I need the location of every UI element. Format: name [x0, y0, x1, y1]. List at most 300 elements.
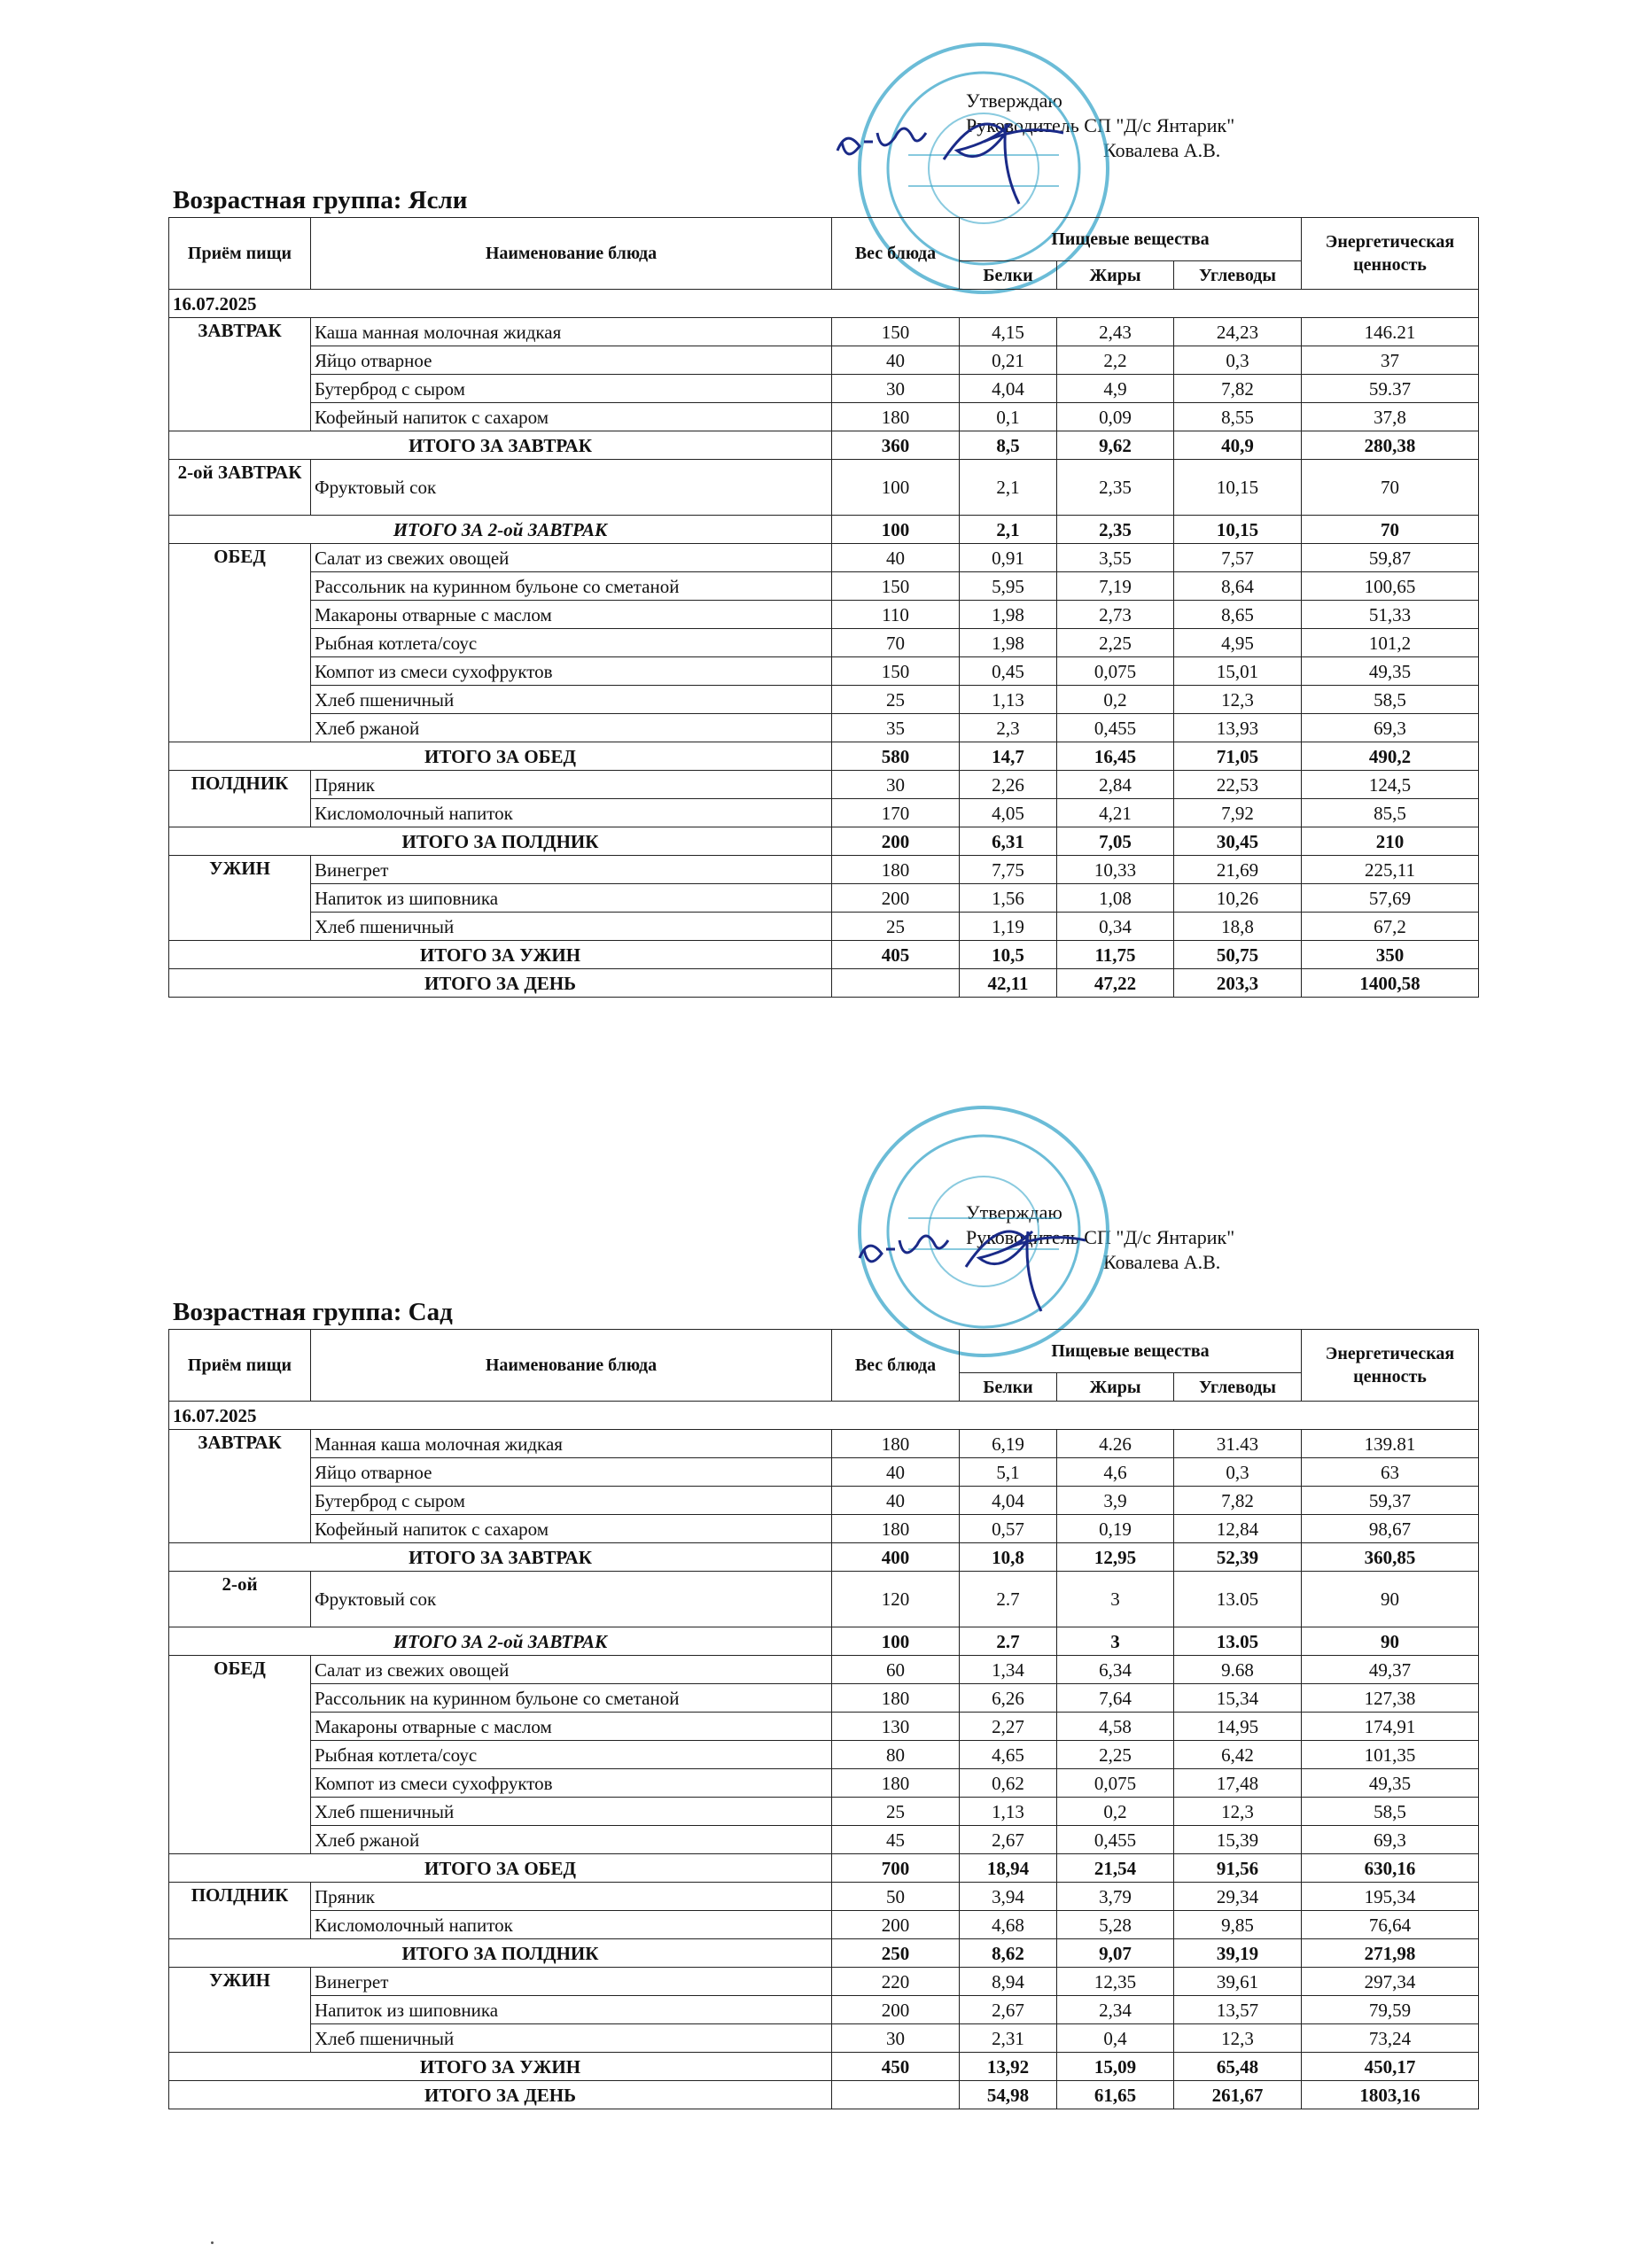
fat-value: 0,09 — [1057, 403, 1174, 431]
dish-name: Компот из смеси сухофруктов — [311, 1769, 832, 1798]
protein-value: 0,45 — [960, 657, 1057, 686]
dish-name: Хлеб пшеничный — [311, 686, 832, 714]
total-carbs: 50,75 — [1174, 941, 1302, 969]
carbs-value: 18,8 — [1174, 913, 1302, 941]
day-total-row — [169, 969, 1479, 998]
menu-table-1 — [168, 217, 1479, 998]
protein-value: 4,65 — [960, 1741, 1057, 1769]
header-carbs: Углеводы — [1174, 261, 1302, 290]
dish-weight: 220 — [832, 1968, 960, 1996]
table-row — [169, 1515, 1479, 1543]
dish-name: Кисломолочный напиток — [311, 799, 832, 827]
dish-name: Яйцо отварное — [311, 1458, 832, 1487]
dish-weight: 180 — [832, 1515, 960, 1543]
energy-value: 37 — [1302, 346, 1479, 375]
protein-value: 0,1 — [960, 403, 1057, 431]
meal-total-row — [169, 516, 1479, 544]
carbs-value: 7,57 — [1174, 544, 1302, 572]
table-row — [169, 403, 1479, 431]
protein-value: 5,95 — [960, 572, 1057, 601]
fat-value: 0,075 — [1057, 657, 1174, 686]
table-row — [169, 714, 1479, 742]
header-protein: Белки — [960, 261, 1057, 290]
dish-weight: 50 — [832, 1883, 960, 1911]
dish-weight: 200 — [832, 1996, 960, 2024]
total-weight: 700 — [832, 1854, 960, 1883]
dish-weight: 60 — [832, 1656, 960, 1684]
total-protein: 14,7 — [960, 742, 1057, 771]
energy-value: 101,2 — [1302, 629, 1479, 657]
dish-name: Хлеб пшеничный — [311, 913, 832, 941]
total-fat: 15,09 — [1057, 2053, 1174, 2081]
dish-name: Хлеб пшеничный — [311, 2024, 832, 2053]
carbs-value: 12,3 — [1174, 2024, 1302, 2053]
total-weight: 100 — [832, 516, 960, 544]
fat-value: 0,2 — [1057, 1798, 1174, 1826]
energy-value: 76,64 — [1302, 1911, 1479, 1939]
carbs-value: 8,55 — [1174, 403, 1302, 431]
protein-value: 8,94 — [960, 1968, 1057, 1996]
total-carbs: 52,39 — [1174, 1543, 1302, 1572]
day-total-weight — [832, 969, 960, 998]
header-weight: Вес блюда — [832, 218, 960, 290]
total-carbs: 30,45 — [1174, 827, 1302, 856]
energy-value: 59,87 — [1302, 544, 1479, 572]
table-row — [169, 1769, 1479, 1798]
energy-value: 49,35 — [1302, 657, 1479, 686]
table-row — [169, 1968, 1479, 1996]
carbs-value: 17,48 — [1174, 1769, 1302, 1798]
carbs-value: 8,64 — [1174, 572, 1302, 601]
energy-value: 67,2 — [1302, 913, 1479, 941]
day-total-protein: 54,98 — [960, 2081, 1057, 2109]
fat-value: 2,34 — [1057, 1996, 1174, 2024]
dish-name: Хлеб ржаной — [311, 1826, 832, 1854]
protein-value: 4,15 — [960, 318, 1057, 346]
dish-weight: 40 — [832, 1458, 960, 1487]
dish-name: Яйцо отварное — [311, 346, 832, 375]
approval-line-1: Утверждаю — [966, 1201, 1062, 1223]
dish-name: Бутерброд с сыром — [311, 1487, 832, 1515]
fat-value: 0,075 — [1057, 1769, 1174, 1798]
table-row — [169, 572, 1479, 601]
carbs-value: 13,93 — [1174, 714, 1302, 742]
dish-name: Кофейный напиток с сахаром — [311, 403, 832, 431]
fat-value: 4,58 — [1057, 1713, 1174, 1741]
total-protein: 2,1 — [960, 516, 1057, 544]
fat-value: 3,9 — [1057, 1487, 1174, 1515]
signature-icon — [829, 106, 1094, 213]
total-carbs: 71,05 — [1174, 742, 1302, 771]
protein-value: 7,75 — [960, 856, 1057, 884]
header-weight: Вес блюда — [832, 1330, 960, 1402]
total-weight: 405 — [832, 941, 960, 969]
table-row — [169, 346, 1479, 375]
meal-name: 2-ой ЗАВТРАК — [169, 460, 311, 516]
protein-value: 1,19 — [960, 913, 1057, 941]
dish-name: Бутерброд с сыром — [311, 375, 832, 403]
total-fat: 21,54 — [1057, 1854, 1174, 1883]
energy-value: 63 — [1302, 1458, 1479, 1487]
meal-name: ПОЛДНИК — [169, 1883, 311, 1939]
total-label: ИТОГО ЗА УЖИН — [169, 941, 832, 969]
table-row — [169, 1458, 1479, 1487]
dish-name: Компот из смеси сухофруктов — [311, 657, 832, 686]
dish-name: Салат из свежих овощей — [311, 1656, 832, 1684]
protein-value: 4,05 — [960, 799, 1057, 827]
day-total-energy: 1803,16 — [1302, 2081, 1479, 2109]
energy-value: 90 — [1302, 1572, 1479, 1627]
meal-name: УЖИН — [169, 856, 311, 941]
carbs-value: 13.05 — [1174, 1572, 1302, 1627]
meal-total-row — [169, 742, 1479, 771]
energy-value: 58,5 — [1302, 1798, 1479, 1826]
total-energy: 271,98 — [1302, 1939, 1479, 1968]
total-protein: 2.7 — [960, 1627, 1057, 1656]
meal-name: ЗАВТРАК — [169, 1430, 311, 1543]
dish-weight: 180 — [832, 1684, 960, 1713]
protein-value: 5,1 — [960, 1458, 1057, 1487]
dish-weight: 100 — [832, 460, 960, 516]
protein-value: 2.7 — [960, 1572, 1057, 1627]
day-total-carbs: 261,67 — [1174, 2081, 1302, 2109]
dish-name: Напиток из шиповника — [311, 1996, 832, 2024]
header-row — [169, 1330, 1479, 1373]
dish-name: Манная каша молочная жидкая — [311, 1430, 832, 1458]
protein-value: 1,56 — [960, 884, 1057, 913]
fat-value: 12,35 — [1057, 1968, 1174, 1996]
protein-value: 2,67 — [960, 1996, 1057, 2024]
fat-value: 2,35 — [1057, 460, 1174, 516]
energy-value: 58,5 — [1302, 686, 1479, 714]
protein-value: 2,67 — [960, 1826, 1057, 1854]
energy-value: 73,24 — [1302, 2024, 1479, 2053]
energy-value: 70 — [1302, 460, 1479, 516]
dish-weight: 180 — [832, 403, 960, 431]
approval-line-2: Руководитель СП "Д/с Янтарик" — [966, 1226, 1235, 1248]
dish-name: Рассольник на куринном бульоне со сметаной — [311, 572, 832, 601]
table-row — [169, 318, 1479, 346]
dish-weight: 120 — [832, 1572, 960, 1627]
fat-value: 10,33 — [1057, 856, 1174, 884]
header-fat: Жиры — [1057, 261, 1174, 290]
dish-weight: 180 — [832, 856, 960, 884]
energy-value: 225,11 — [1302, 856, 1479, 884]
total-weight: 400 — [832, 1543, 960, 1572]
header-dish: Наименование блюда — [311, 1330, 832, 1402]
meal-name: ОБЕД — [169, 544, 311, 742]
total-label: ИТОГО ЗА 2-ой ЗАВТРАК — [169, 1627, 832, 1656]
total-weight: 360 — [832, 431, 960, 460]
day-total-carbs: 203,3 — [1174, 969, 1302, 998]
fat-value: 2,43 — [1057, 318, 1174, 346]
dish-name: Рыбная котлета/соус — [311, 629, 832, 657]
meal-total-row — [169, 1939, 1479, 1968]
carbs-value: 13,57 — [1174, 1996, 1302, 2024]
carbs-value: 0,3 — [1174, 346, 1302, 375]
approval-line-1: Утверждаю — [966, 89, 1062, 112]
header-fat: Жиры — [1057, 1373, 1174, 1402]
dish-name: Макароны отварные с маслом — [311, 1713, 832, 1741]
meal-total-row — [169, 1854, 1479, 1883]
table-row — [169, 544, 1479, 572]
approval-line-2: Руководитель СП "Д/с Янтарик" — [966, 114, 1235, 136]
carbs-value: 9.68 — [1174, 1656, 1302, 1684]
menu-table-2 — [168, 1329, 1479, 2109]
energy-value: 195,34 — [1302, 1883, 1479, 1911]
table-row — [169, 799, 1479, 827]
fat-value: 2,2 — [1057, 346, 1174, 375]
total-label: ИТОГО ЗА ЗАВТРАК — [169, 1543, 832, 1572]
protein-value: 1,13 — [960, 1798, 1057, 1826]
day-total-fat: 47,22 — [1057, 969, 1174, 998]
fat-value: 3,79 — [1057, 1883, 1174, 1911]
total-fat: 7,05 — [1057, 827, 1174, 856]
fat-value: 0,2 — [1057, 686, 1174, 714]
table-row — [169, 771, 1479, 799]
fat-value: 6,34 — [1057, 1656, 1174, 1684]
table-row — [169, 1572, 1479, 1627]
total-carbs: 10,15 — [1174, 516, 1302, 544]
carbs-value: 15,34 — [1174, 1684, 1302, 1713]
total-protein: 6,31 — [960, 827, 1057, 856]
total-carbs: 13.05 — [1174, 1627, 1302, 1656]
dish-weight: 110 — [832, 601, 960, 629]
day-total-weight — [832, 2081, 960, 2109]
total-energy: 630,16 — [1302, 1854, 1479, 1883]
table-row — [169, 884, 1479, 913]
table-row — [169, 1826, 1479, 1854]
table-row — [169, 2024, 1479, 2053]
total-weight: 450 — [832, 2053, 960, 2081]
dish-name: Рассольник на куринном бульоне со сметаной — [311, 1684, 832, 1713]
table-row — [169, 657, 1479, 686]
carbs-value: 7,82 — [1174, 375, 1302, 403]
day-total-label: ИТОГО ЗА ДЕНЬ — [169, 2081, 832, 2109]
meal-total-row — [169, 431, 1479, 460]
meal-name: ОБЕД — [169, 1656, 311, 1854]
table-row — [169, 460, 1479, 516]
dish-weight: 150 — [832, 572, 960, 601]
dish-weight: 45 — [832, 1826, 960, 1854]
header-dish: Наименование блюда — [311, 218, 832, 290]
protein-value: 2,26 — [960, 771, 1057, 799]
header-nutrients: Пищевые вещества — [960, 218, 1302, 261]
table-row — [169, 1713, 1479, 1741]
table-row — [169, 1487, 1479, 1515]
energy-value: 57,69 — [1302, 884, 1479, 913]
carbs-value: 14,95 — [1174, 1713, 1302, 1741]
fat-value: 0,4 — [1057, 2024, 1174, 2053]
energy-value: 51,33 — [1302, 601, 1479, 629]
total-label: ИТОГО ЗА ПОЛДНИК — [169, 1939, 832, 1968]
energy-value: 69,3 — [1302, 1826, 1479, 1854]
header-energy: Энергетическая ценность — [1302, 218, 1479, 290]
fat-value: 2,25 — [1057, 1741, 1174, 1769]
total-weight: 250 — [832, 1939, 960, 1968]
table-row — [169, 856, 1479, 884]
energy-value: 85,5 — [1302, 799, 1479, 827]
total-energy: 210 — [1302, 827, 1479, 856]
energy-value: 100,65 — [1302, 572, 1479, 601]
total-weight: 200 — [832, 827, 960, 856]
total-protein: 8,62 — [960, 1939, 1057, 1968]
dish-weight: 130 — [832, 1713, 960, 1741]
total-protein: 10,8 — [960, 1543, 1057, 1572]
dish-weight: 30 — [832, 375, 960, 403]
group-title-2: Возрастная группа: Сад — [173, 1298, 453, 1326]
day-total-row — [169, 2081, 1479, 2109]
total-carbs: 39,19 — [1174, 1939, 1302, 1968]
meal-name: УЖИН — [169, 1968, 311, 2053]
energy-value: 297,34 — [1302, 1968, 1479, 1996]
total-energy: 450,17 — [1302, 2053, 1479, 2081]
dish-weight: 40 — [832, 346, 960, 375]
total-label: ИТОГО ЗА ОБЕД — [169, 742, 832, 771]
energy-value: 69,3 — [1302, 714, 1479, 742]
day-total-label: ИТОГО ЗА ДЕНЬ — [169, 969, 832, 998]
dish-name: Кисломолочный напиток — [311, 1911, 832, 1939]
dish-name: Винегрет — [311, 1968, 832, 1996]
total-fat: 11,75 — [1057, 941, 1174, 969]
table-row — [169, 375, 1479, 403]
energy-value: 174,91 — [1302, 1713, 1479, 1741]
energy-value: 139.81 — [1302, 1430, 1479, 1458]
table-row — [169, 1911, 1479, 1939]
carbs-value: 15,01 — [1174, 657, 1302, 686]
fat-value: 2,73 — [1057, 601, 1174, 629]
dish-name: Хлеб пшеничный — [311, 1798, 832, 1826]
day-total-fat: 61,65 — [1057, 2081, 1174, 2109]
dish-name: Кофейный напиток с сахаром — [311, 1515, 832, 1543]
protein-value: 4,04 — [960, 375, 1057, 403]
protein-value: 1,13 — [960, 686, 1057, 714]
fat-value: 4.26 — [1057, 1430, 1174, 1458]
protein-value: 0,91 — [960, 544, 1057, 572]
energy-value: 37,8 — [1302, 403, 1479, 431]
dish-name: Фруктовый сок — [311, 460, 832, 516]
day-total-protein: 42,11 — [960, 969, 1057, 998]
total-fat: 2,35 — [1057, 516, 1174, 544]
protein-value: 2,1 — [960, 460, 1057, 516]
dish-weight: 40 — [832, 1487, 960, 1515]
carbs-value: 8,65 — [1174, 601, 1302, 629]
total-protein: 8,5 — [960, 431, 1057, 460]
protein-value: 0,62 — [960, 1769, 1057, 1798]
dish-weight: 30 — [832, 771, 960, 799]
header-meal: Приём пищи — [169, 218, 311, 290]
table-row — [169, 686, 1479, 714]
energy-value: 79,59 — [1302, 1996, 1479, 2024]
fat-value: 4,21 — [1057, 799, 1174, 827]
carbs-value: 24,23 — [1174, 318, 1302, 346]
energy-value: 101,35 — [1302, 1741, 1479, 1769]
meal-name: ЗАВТРАК — [169, 318, 311, 431]
total-energy: 280,38 — [1302, 431, 1479, 460]
table-row — [169, 1656, 1479, 1684]
table-row — [169, 1430, 1479, 1458]
header-nutrients: Пищевые вещества — [960, 1330, 1302, 1373]
energy-value: 98,67 — [1302, 1515, 1479, 1543]
dish-weight: 80 — [832, 1741, 960, 1769]
total-carbs: 91,56 — [1174, 1854, 1302, 1883]
carbs-value: 4,95 — [1174, 629, 1302, 657]
fat-value: 0,19 — [1057, 1515, 1174, 1543]
protein-value: 1,34 — [960, 1656, 1057, 1684]
total-protein: 10,5 — [960, 941, 1057, 969]
total-energy: 360,85 — [1302, 1543, 1479, 1572]
total-energy: 70 — [1302, 516, 1479, 544]
menu-date: 16.07.2025 — [169, 290, 1479, 318]
meal-name: 2-ой — [169, 1572, 311, 1627]
total-energy: 90 — [1302, 1627, 1479, 1656]
header-protein: Белки — [960, 1373, 1057, 1402]
dish-name: Каша манная молочная жидкая — [311, 318, 832, 346]
fat-value: 2,84 — [1057, 771, 1174, 799]
dish-weight: 25 — [832, 1798, 960, 1826]
fat-value: 0,34 — [1057, 913, 1174, 941]
carbs-value: 7,82 — [1174, 1487, 1302, 1515]
total-weight: 100 — [832, 1627, 960, 1656]
protein-value: 4,68 — [960, 1911, 1057, 1939]
total-label: ИТОГО ЗА ЗАВТРАК — [169, 431, 832, 460]
carbs-value: 39,61 — [1174, 1968, 1302, 1996]
header-carbs: Углеводы — [1174, 1373, 1302, 1402]
dish-name: Винегрет — [311, 856, 832, 884]
meal-total-row — [169, 2053, 1479, 2081]
carbs-value: 6,42 — [1174, 1741, 1302, 1769]
total-carbs: 65,48 — [1174, 2053, 1302, 2081]
total-fat: 12,95 — [1057, 1543, 1174, 1572]
table-row — [169, 1883, 1479, 1911]
protein-value: 0,57 — [960, 1515, 1057, 1543]
total-protein: 18,94 — [960, 1854, 1057, 1883]
dish-weight: 35 — [832, 714, 960, 742]
table-row — [169, 1741, 1479, 1769]
header-energy: Энергетическая ценность — [1302, 1330, 1479, 1402]
carbs-value: 9,85 — [1174, 1911, 1302, 1939]
dish-weight: 180 — [832, 1769, 960, 1798]
dish-weight: 150 — [832, 318, 960, 346]
meal-total-row — [169, 1543, 1479, 1572]
table-row — [169, 601, 1479, 629]
table-row — [169, 1798, 1479, 1826]
dish-weight: 200 — [832, 1911, 960, 1939]
dish-name: Пряник — [311, 1883, 832, 1911]
carbs-value: 22,53 — [1174, 771, 1302, 799]
total-label: ИТОГО ЗА 2-ой ЗАВТРАК — [169, 516, 832, 544]
dish-weight: 25 — [832, 913, 960, 941]
dish-weight: 70 — [832, 629, 960, 657]
protein-value: 3,94 — [960, 1883, 1057, 1911]
date-row — [169, 290, 1479, 318]
carbs-value: 10,26 — [1174, 884, 1302, 913]
fat-value: 5,28 — [1057, 1911, 1174, 1939]
dish-name: Пряник — [311, 771, 832, 799]
protein-value: 1,98 — [960, 629, 1057, 657]
meal-total-row — [169, 941, 1479, 969]
approval-line-3: Ковалева А.В. — [1103, 139, 1221, 161]
fat-value: 2,25 — [1057, 629, 1174, 657]
dish-weight: 25 — [832, 686, 960, 714]
total-label: ИТОГО ЗА УЖИН — [169, 2053, 832, 2081]
energy-value: 49,35 — [1302, 1769, 1479, 1798]
fat-value: 7,19 — [1057, 572, 1174, 601]
meal-total-row — [169, 827, 1479, 856]
dish-name: Фруктовый сок — [311, 1572, 832, 1627]
meal-name: ПОЛДНИК — [169, 771, 311, 827]
energy-value: 59,37 — [1302, 1487, 1479, 1515]
